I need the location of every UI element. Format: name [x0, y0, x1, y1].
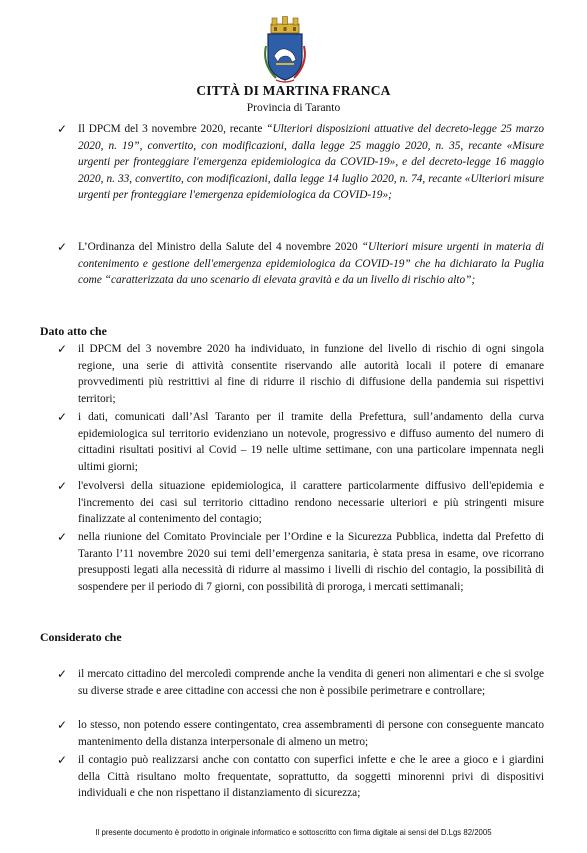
footer-note: Il presente documento è prodotto in originale informatico e sottoscritto con firma digitale ai sensi del D.Lgs 82/2005 — [95, 828, 492, 837]
list-item: il contagio può realizzarsi anche con contatto con superfici infette e che le aree a gioco e i giardini della Città risultano molto frequentate, soprattutto, da soggetti minorenni privi di dispositivi individuali e che non rispettano il distanziamento di sicurezza; — [78, 754, 544, 800]
check-icon: ✓ — [57, 530, 68, 544]
check-icon: ✓ — [57, 342, 68, 356]
check-icon: ✓ — [57, 122, 68, 136]
list-item: il mercato cittadino del mercoledì comprende anche la vendita di generi non alimentari e che si svolge su diverse strade e aree cittadine con accessi che non è possibile perimetrare e controllare; — [78, 668, 544, 697]
page-subtitle: Provincia di Taranto — [246, 102, 341, 114]
item-text-italic: “Ulteriori disposizioni attuative del decreto-legge 25 marzo 2020, n. 19”, convertito, con modificazioni, dalla legge 25 maggio 2020, n. 35, recante «Misure urgenti per fronteggiare l'emergenza epidemiologica da COVID-19», e del decreto-legge 16 maggio 2020, n. 33, convertito, con modificazioni, dalla legge 14 luglio 2020, n. 74, recante «Ulteriori misure urgenti per fronteggiare l'emergenza epidemiologica da COVID-19»; — [78, 123, 544, 202]
list-item: nella riunione del Comitato Provinciale per l’Ordine e la Sicurezza Pubblica, indetta dal Prefetto di Taranto l’11 novembre 2020 sui temi dell’emergenza sanitaria, è stata presa in esame, ove ricorrano presupposti legati alla necessità di ridurre al massimo i livelli di rischio del contagio, la possibilità di sospendere per il periodo di 7 giorni, con possibilità di proroga, i mercati settimanali; — [78, 531, 544, 593]
city-crest-icon — [262, 16, 308, 84]
list-item — [78, 121, 544, 204]
item-text: Il DPCM del 3 novembre 2020, recante — [78, 123, 267, 135]
check-icon: ✓ — [57, 410, 68, 424]
section-heading: Dato atto che — [40, 324, 107, 338]
check-icon: ✓ — [57, 479, 68, 493]
page-title: CITTÀ DI MARTINA FRANCA — [196, 83, 391, 98]
check-icon: ✓ — [57, 753, 68, 767]
list-item: l'evolversi della situazione epidemiologica, il carattere particolarmente diffusivo dell'epidemia e l'incremento dei casi sul territorio cittadino rendono necessarie ulteriori e più stringenti misure finalizzate al contenimento del contagio; — [78, 480, 544, 526]
check-icon: ✓ — [57, 718, 68, 732]
list-item — [78, 239, 544, 289]
check-icon: ✓ — [57, 240, 68, 254]
list-item: lo stesso, non potendo essere contingentato, crea assembramenti di persone con conseguente mancato mantenimento della distanza interpersonale di almeno un metro; — [78, 719, 544, 748]
item-text-italic: “Ulteriori misure urgenti in materia di contenimento e gestione dell'emergenza epidemiologica da COVID-19” che ha dichiarato la Puglia come “caratterizzata da uno scenario di elevata gravità e da un livello di rischio alto”; — [78, 241, 544, 287]
section-heading: Considerato che — [40, 630, 122, 644]
list-item: i dati, comunicati dall’Asl Taranto per il tramite della Prefettura, sull’andamento della curva epidemiologica sul territorio evidenziano un notevole, progressivo e diffuso aumento del numero di cittadini risultati positivi al Covid – 19 nelle ultime settimane, con una particolare impennata negli ultimi giorni; — [78, 411, 544, 473]
list-item: il DPCM del 3 novembre 2020 ha individuato, in funzione del livello di rischio di ogni singola regione, una serie di attività consentite riservando alle autorità locali il potere di emanare provvedimenti più restrittivi al fine di ridurre il rischio di diffusione della pandemia sui rispettivi territori; — [78, 343, 544, 405]
check-icon: ✓ — [57, 667, 68, 681]
item-text: L’Ordinanza del Ministro della Salute del 4 novembre 2020 — [78, 241, 362, 253]
